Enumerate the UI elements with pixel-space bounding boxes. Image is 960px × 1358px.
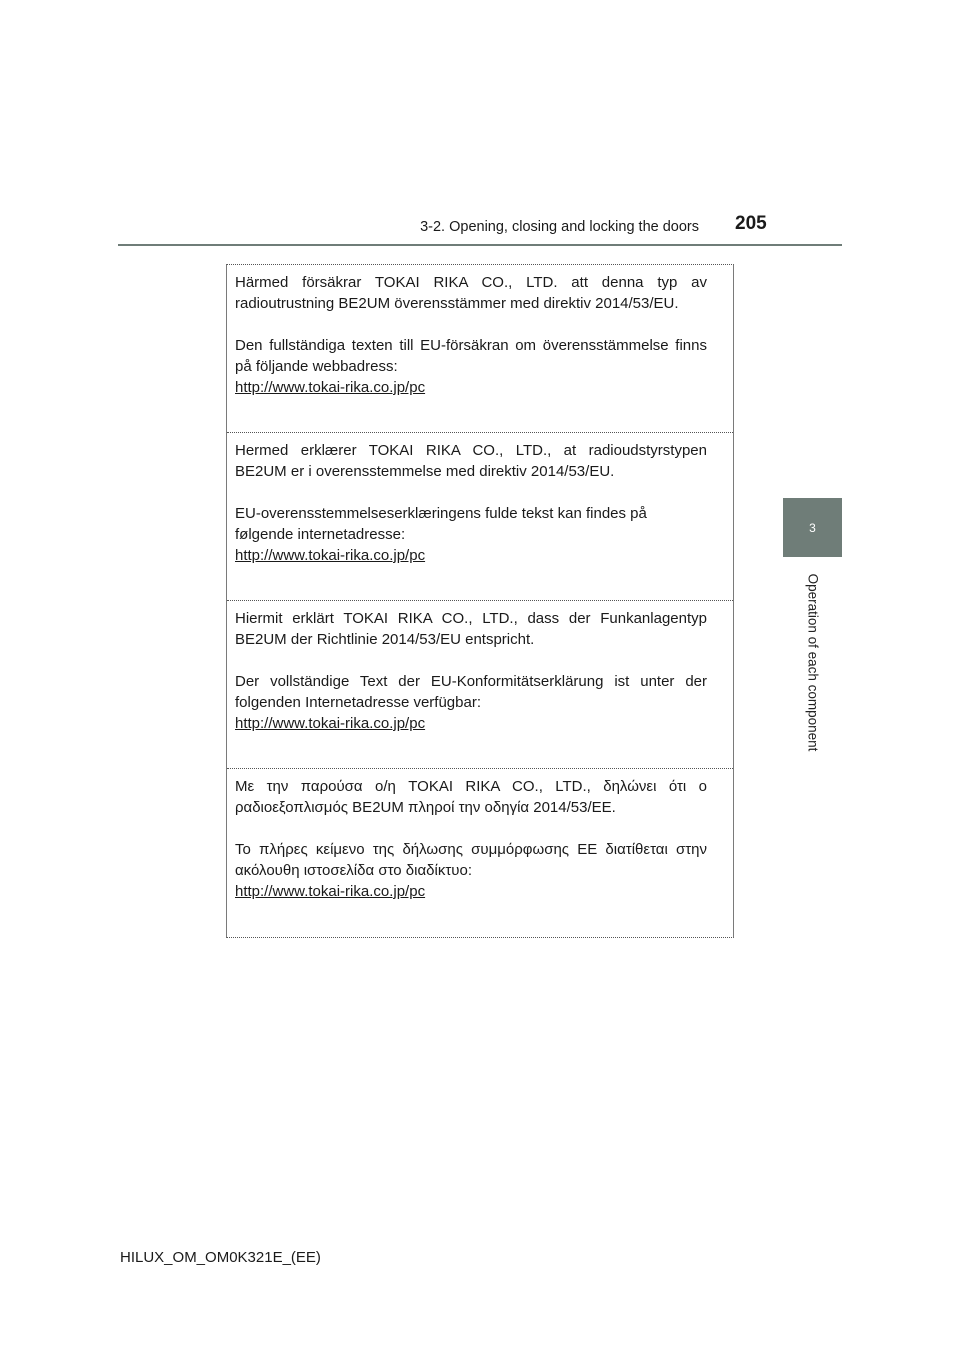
header-rule (118, 244, 842, 246)
text-line: Der vollständige Text der EU-Konformitätserklärung ist unter der (235, 673, 707, 690)
declaration-text-info (235, 335, 707, 398)
declaration-statement (235, 776, 707, 818)
declaration-url-link[interactable]: http://www.tokai-rika.co.jp/pc (235, 379, 426, 396)
declaration-box (226, 264, 734, 938)
page-number: 205 (735, 213, 767, 234)
text-line: EU-overensstemmelseserklæringens fulde tekst kan findes på (235, 505, 647, 522)
text-line: Den fullständiga texten till EU-försäkran om överensstämmelse finns (235, 337, 707, 354)
chapter-tab (783, 498, 842, 557)
statement-line: ραδιοεξοπλισμός BE2UM πληροί την οδηγία 2014/53/ΕΕ. (235, 799, 616, 816)
text-line: ακόλουθη ιστοσελίδα στο διαδίκτυο: (235, 862, 472, 879)
header-section-title: 3-2. Opening, closing and locking the doors (420, 219, 699, 235)
text-line: følgende internetadresse: (235, 526, 406, 543)
declaration-url-link[interactable]: http://www.tokai-rika.co.jp/pc (235, 715, 426, 732)
statement-line: Härmed försäkrar TOKAI RIKA CO., LTD. att denna typ av (235, 274, 707, 291)
statement-line: Με την παρούσα ο/η TOKAI RIKA CO., LTD., δηλώνει ότι ο (235, 778, 707, 795)
declaration-statement (235, 440, 707, 482)
chapter-side-label (783, 557, 842, 767)
declaration-section-da (227, 433, 733, 601)
statement-line: Hermed erklærer TOKAI RIKA CO., LTD., at radioudstyrstypen (235, 442, 707, 459)
text-line: på följande webbadress: (235, 358, 398, 375)
declaration-url-link[interactable]: http://www.tokai-rika.co.jp/pc (235, 883, 426, 900)
statement-line: BE2UM der Richtlinie 2014/53/EU entspricht. (235, 631, 535, 648)
chapter-number: 3 (809, 520, 816, 535)
declaration-section-el (227, 769, 733, 937)
declaration-text-info (235, 839, 707, 902)
declaration-section-de (227, 601, 733, 769)
declaration-text-info (235, 503, 707, 566)
statement-line: radioutrustning BE2UM överensstämmer med direktiv 2014/53/EU. (235, 295, 679, 312)
statement-line: Hiermit erklärt TOKAI RIKA CO., LTD., dass der Funkanlagentyp (235, 610, 707, 627)
footer-document-code: HILUX_OM_OM0K321E_(EE) (120, 1249, 321, 1266)
text-line: folgenden Internetadresse verfügbar: (235, 694, 481, 711)
chapter-title: Operation of each component (805, 573, 820, 751)
declaration-section-sv (227, 265, 733, 433)
text-line: Το πλήρες κείμενο της δήλωσης συμμόρφωσης ΕΕ διατίθεται στην (235, 841, 707, 858)
declaration-statement (235, 272, 707, 314)
declaration-text-info (235, 671, 707, 734)
statement-line: BE2UM er i overensstemmelse med direktiv 2014/53/EU. (235, 463, 615, 480)
declaration-statement (235, 608, 707, 650)
declaration-url-link[interactable]: http://www.tokai-rika.co.jp/pc (235, 547, 426, 564)
